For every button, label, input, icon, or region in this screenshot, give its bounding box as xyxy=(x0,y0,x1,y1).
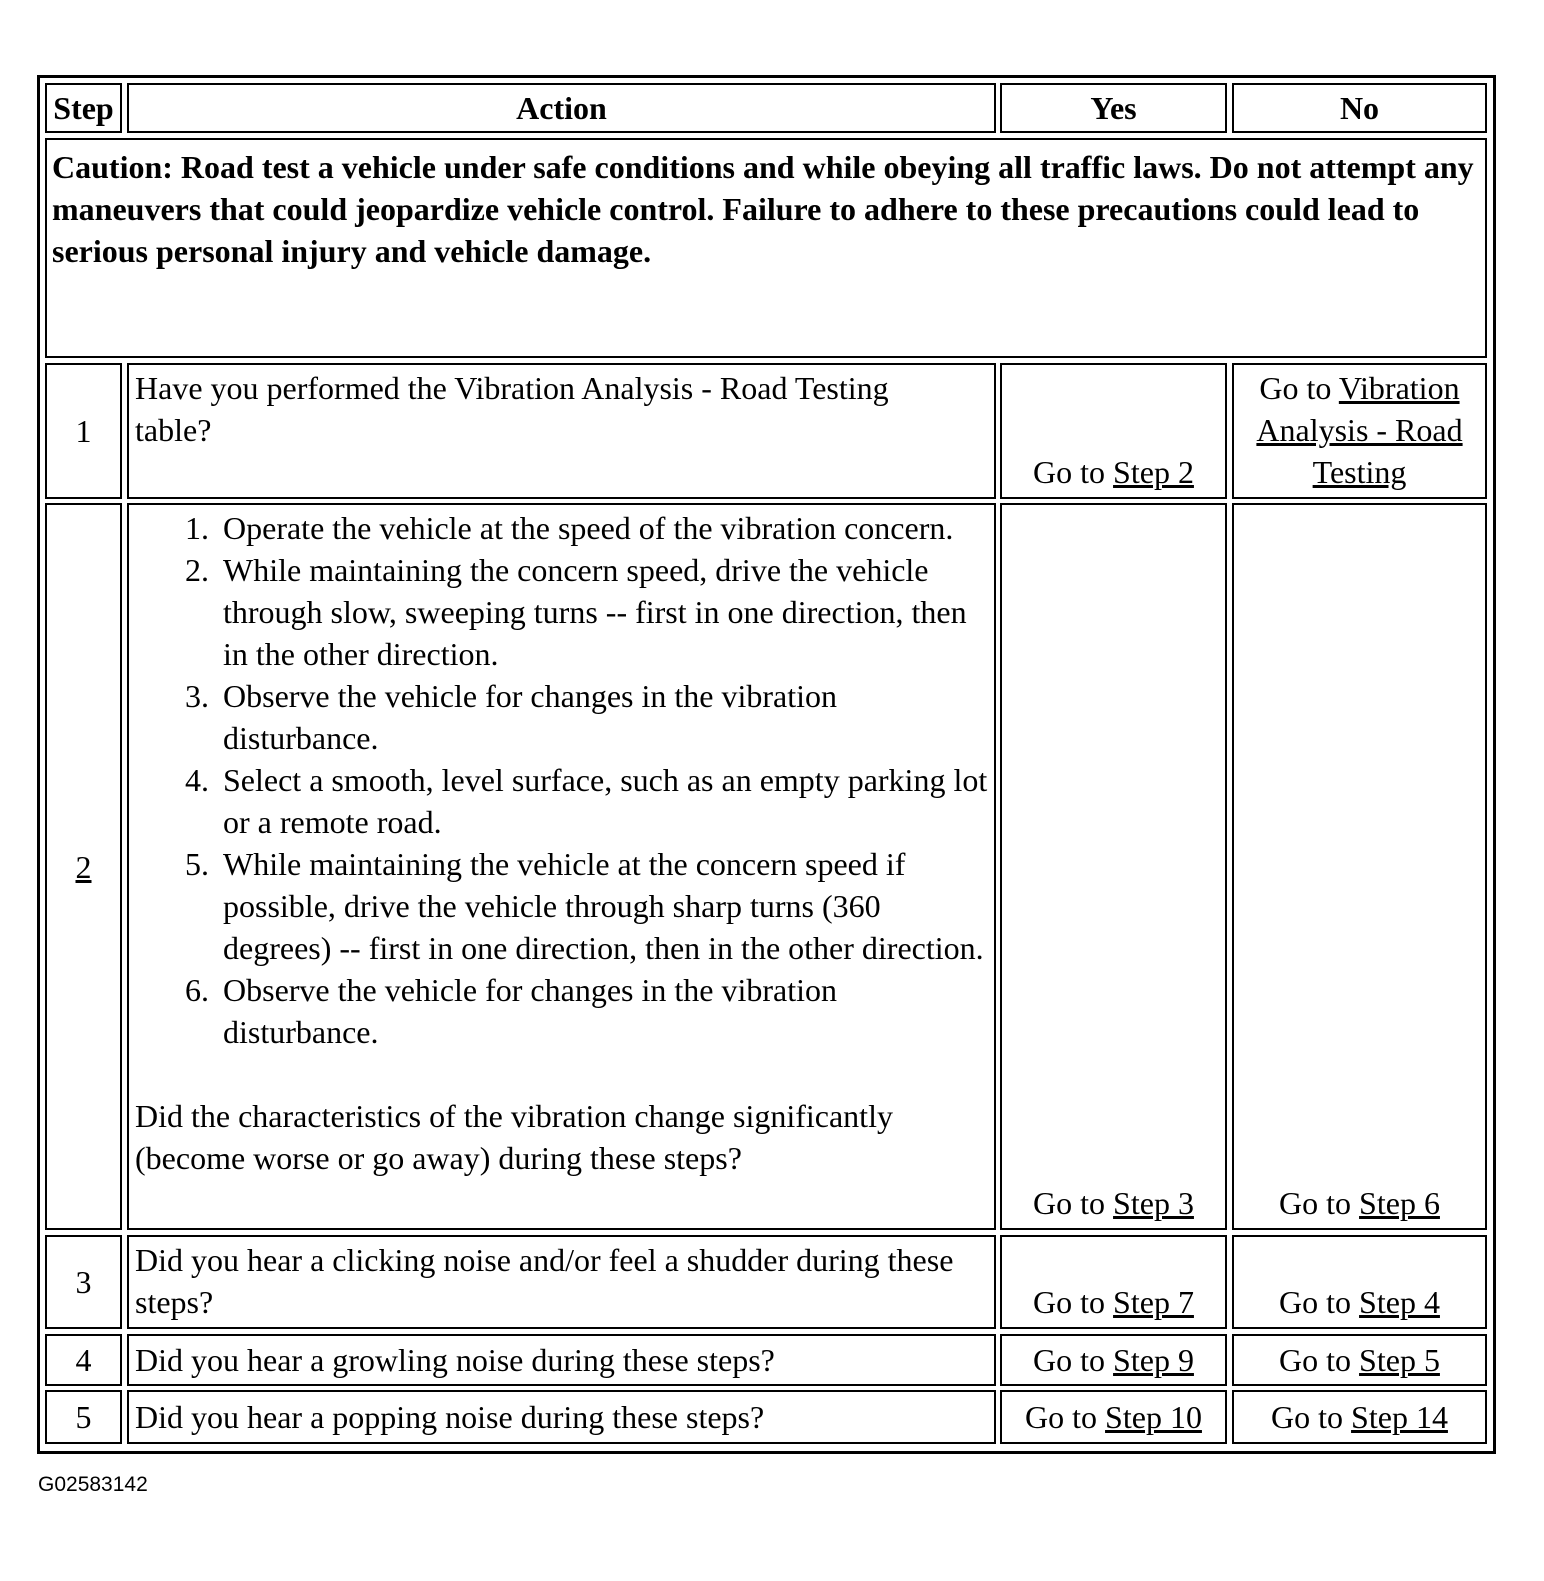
vibration-analysis-link[interactable]: Vibration Analysis - Road Testing xyxy=(1256,370,1463,490)
step-action: Did you hear a clicking noise and/or feel a shudder during these steps? xyxy=(127,1235,996,1329)
step-action: Have you performed the Vibration Analysis - Road Testing table? xyxy=(127,363,996,499)
step-link[interactable]: Step 9 xyxy=(1113,1342,1194,1378)
yes-cell xyxy=(1000,1334,1227,1386)
goto-text: Go to xyxy=(1025,1399,1106,1435)
goto-text: Go to xyxy=(1279,1185,1360,1221)
goto-text: Go to xyxy=(1033,1284,1114,1320)
figure-code: G02583142 xyxy=(38,1473,148,1496)
no-cell xyxy=(1232,363,1487,499)
step-number xyxy=(45,503,122,1230)
header-action: Action xyxy=(127,83,996,133)
step-question: Did the characteristics of the vibration change significantly (become worse or go away) during these steps? xyxy=(135,1098,893,1176)
no-cell xyxy=(1232,503,1487,1230)
step-number: 5 xyxy=(45,1390,122,1444)
step-link[interactable]: Step 2 xyxy=(1113,454,1194,490)
step-number: 3 xyxy=(45,1235,122,1329)
goto-text: Go to xyxy=(1259,370,1339,406)
yes-cell xyxy=(1000,1235,1227,1329)
list-item: 4. Select a smooth, level surface, such as an empty parking lot or a remote road. xyxy=(217,759,994,843)
yes-cell xyxy=(1000,503,1227,1230)
no-cell xyxy=(1232,1334,1487,1386)
goto-text: Go to xyxy=(1033,1342,1114,1378)
header-no: No xyxy=(1232,83,1487,133)
header-step: Step xyxy=(45,83,122,133)
list-item: 6. Observe the vehicle for changes in the vibration disturbance. xyxy=(217,969,994,1053)
list-item: 1. Operate the vehicle at the speed of the vibration concern. xyxy=(217,507,994,549)
step-link[interactable]: Step 6 xyxy=(1359,1185,1440,1221)
step-number: 4 xyxy=(45,1334,122,1386)
goto-text: Go to xyxy=(1271,1399,1352,1435)
list-item: 5. While maintaining the vehicle at the concern speed if possible, drive the vehicle through sharp turns (360 degrees) -- first in one direction, then in the other direction. xyxy=(217,843,994,969)
step-action: Did you hear a popping noise during these steps? xyxy=(127,1390,996,1444)
step-link[interactable]: Step 7 xyxy=(1113,1284,1194,1320)
goto-text: Go to xyxy=(1279,1284,1360,1320)
step-2-link[interactable]: 2 xyxy=(75,848,92,885)
no-cell xyxy=(1232,1390,1487,1444)
step-link[interactable]: Step 4 xyxy=(1359,1284,1440,1320)
substep-list xyxy=(129,507,994,1053)
step-action: Did you hear a growling noise during these steps? xyxy=(127,1334,996,1386)
step-link[interactable]: Step 3 xyxy=(1113,1185,1194,1221)
step-number: 1 xyxy=(45,363,122,499)
list-item: 3. Observe the vehicle for changes in the vibration disturbance. xyxy=(217,675,994,759)
yes-cell xyxy=(1000,363,1227,499)
header-yes: Yes xyxy=(1000,83,1227,133)
step-link[interactable]: Step 10 xyxy=(1105,1399,1202,1435)
no-cell xyxy=(1232,1235,1487,1329)
step-link[interactable]: Step 14 xyxy=(1351,1399,1448,1435)
goto-text: Go to xyxy=(1279,1342,1360,1378)
step-link[interactable]: Step 5 xyxy=(1359,1342,1440,1378)
caution-note: Caution: Road test a vehicle under safe conditions and while obeying all traffic laws. Do not attempt any maneuvers that could jeopardize vehicle control. Failure to adhere to these precautions could lead to serious personal injury and vehicle damage. xyxy=(45,138,1487,358)
yes-cell xyxy=(1000,1390,1227,1444)
list-item: 2. While maintaining the concern speed, drive the vehicle through slow, sweeping turns -- first in one direction, then in the other direction. xyxy=(217,549,994,675)
goto-text: Go to xyxy=(1033,1185,1114,1221)
step-action xyxy=(127,503,996,1230)
goto-text: Go to xyxy=(1033,454,1114,490)
